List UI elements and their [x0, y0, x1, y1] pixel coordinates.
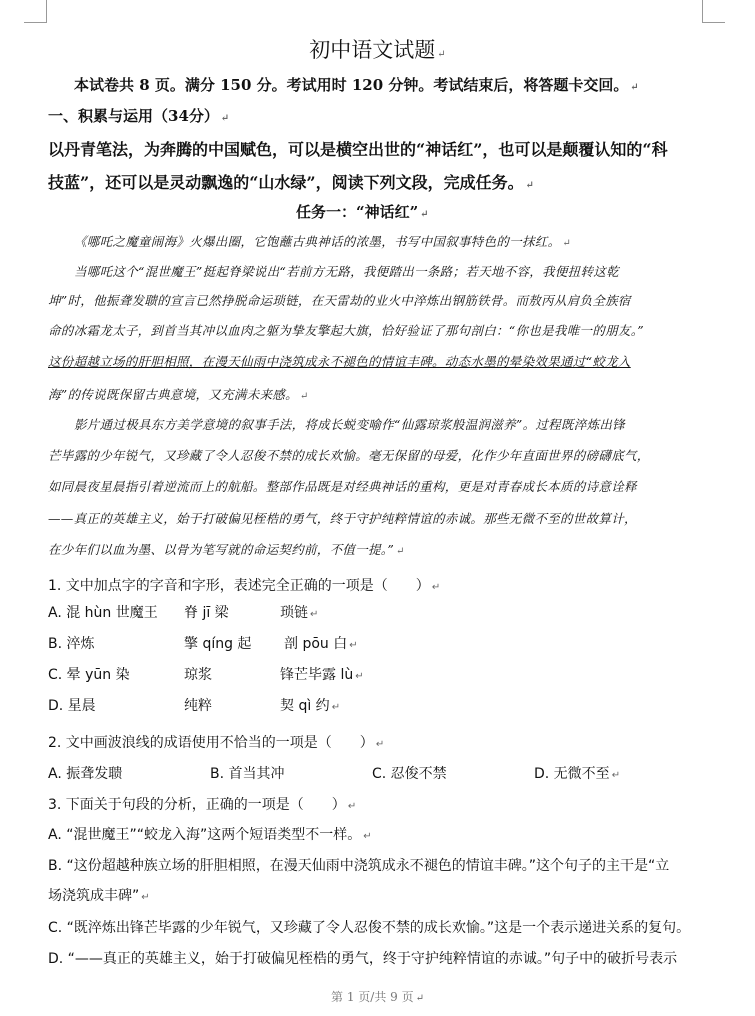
option-part: 纯粹 — [184, 698, 212, 714]
option-d: D. 无微不至 ↵ — [534, 766, 621, 782]
passage-line: 在少年们以血为墨、以骨为笔写就的命运契约前，不值一提。” ↵ — [48, 542, 405, 557]
option-part: 擎 qíng 起 — [184, 636, 252, 652]
question-1-option-d — [48, 695, 748, 715]
option-part: B. 淬炼 — [48, 636, 95, 652]
option-c: C. 忍俊不禁 — [372, 766, 447, 782]
section-heading: 一、积累与运用（34分） ↵ — [48, 107, 230, 125]
intro-line-1: 以丹青笔法，为奔腾的中国赋色，可以是横空出世的“神话红”，也可以是颠覆认知的“科 — [48, 140, 668, 159]
question-1-option-b — [48, 633, 748, 653]
option-part: D. 星晨 — [48, 698, 96, 714]
passage-line: 海”的传说既保留古典意境，又充满未来感。 ↵ — [48, 387, 309, 402]
passage-line: 影片通过极具东方美学意境的叙事手法，将成长蜕变喻作“仙露琼浆般温润滋养”。过程既淬炼出锋 — [74, 417, 625, 432]
option-part: A. 混 hùn 世魔王 — [48, 605, 158, 621]
passage-line: 芒毕露的少年锐气，又珍藏了令人忍俊不禁的成长欢愉。毫无保留的母爱，化作少年直面世界的磅礴底气， — [48, 448, 650, 463]
question-3-option-d: D. “——真正的英雄主义，始于打破偏见桎梏的勇气，终于守护纯粹情谊的赤诚。”句子中的破折号表示 — [48, 951, 678, 967]
passage-line: 这份超越立场的肝胆相照，在漫天仙雨中浇筑成永不褪色的情谊丰碑。动态水墨的晕染效果通过“蛟龙入 — [48, 354, 631, 369]
corner-mark-right — [702, 0, 725, 23]
option-b: B. 首当其冲 — [210, 766, 285, 782]
option-part: 锋芒毕露 lù ↵ — [280, 667, 364, 683]
page-footer: 第 1 页/共 9 页 ↵ — [331, 990, 424, 1004]
corner-mark-left — [24, 0, 47, 23]
question-1-stem: 1. 文中加点字的字音和字形，表述完全正确的一项是（ ） ↵ — [48, 578, 441, 594]
option-part: 契 qì 约 ↵ — [280, 698, 341, 714]
exam-instructions: 本试卷共 8 页。满分 150 分。考试用时 120 分钟。考试结束后，将答题卡交回。 ↵ — [74, 76, 639, 94]
passage-line: 《哪吒之魔童闹海》火爆出圈，它饱蘸古典神话的浓墨，书写中国叙事特色的一抹红。 ↵ — [74, 234, 572, 249]
passage-line: 当哪吒这个“混世魔王”挺起脊梁说出“若前方无路，我便踏出一条路；若天地不容，我便扭转这乾 — [74, 264, 619, 279]
option-part: C. 晕 yūn 染 — [48, 667, 130, 683]
passage-line: ——真正的英雄主义，始于打破偏见桎梏的勇气，终于守护纯粹情谊的赤诚。那些无微不至的世故算计， — [48, 511, 637, 526]
passage-line: 如同晨夜星晨指引着逆流而上的航船。整部作品既是对经典神话的重构，更是对青春成长本质的诗意诠释 — [48, 479, 637, 494]
passage-line: 命的冰霜龙太子，到首当其冲以血肉之躯为挚友擎起大旗，恰好验证了那句剖白：“你也是我唯一的朋友。” — [48, 323, 644, 338]
question-1-option-a — [48, 602, 748, 622]
option-part: 琐链 ↵ — [280, 605, 319, 621]
option-a: A. 振聋发聩 — [48, 766, 123, 782]
question-3-stem: 3. 下面关于句段的分析，正确的一项是（ ） ↵ — [48, 797, 357, 813]
task-heading: 任务一：“神话红” ↵ — [296, 203, 429, 221]
question-3-option-b: B. “这份超越种族立场的肝胆相照，在漫天仙雨中浇筑成永不褪色的情谊丰碑。”这个句子的主干是“立 — [48, 858, 670, 874]
passage-line: 坤”时，他振聋发聩的宣言已然挣脱命运琐链，在天雷劫的业火中淬炼出钢筋铁骨。而敖丙从肩负全族宿 — [48, 293, 631, 308]
question-2-stem: 2. 文中画波浪线的成语使用不恰当的一项是（ ） ↵ — [48, 735, 385, 751]
question-2-options — [48, 763, 748, 783]
question-3-option-c: C. “既淬炼出锋芒毕露的少年锐气，又珍藏了令人忍俊不禁的成长欢愉。”这是一个表示递进关系的复句。 — [48, 920, 691, 936]
intro-line-2: 技蓝”，还可以是灵动飘逸的“山水绿”，阅读下列文段，完成任务。 ↵ — [48, 173, 535, 192]
question-1-option-c — [48, 664, 748, 684]
page-title: 初中语文试题 ↵ — [309, 38, 446, 62]
question-3-option-b-cont: 场浇筑成丰碑” ↵ — [48, 888, 150, 904]
option-part: 脊 jī 梁 — [184, 605, 229, 621]
question-3-option-a: A. “混世魔王”“蛟龙入海”这两个短语类型不一样。 ↵ — [48, 827, 372, 843]
option-part: 琼浆 — [184, 667, 212, 683]
option-part: 剖 pōu 白 ↵ — [284, 636, 358, 652]
